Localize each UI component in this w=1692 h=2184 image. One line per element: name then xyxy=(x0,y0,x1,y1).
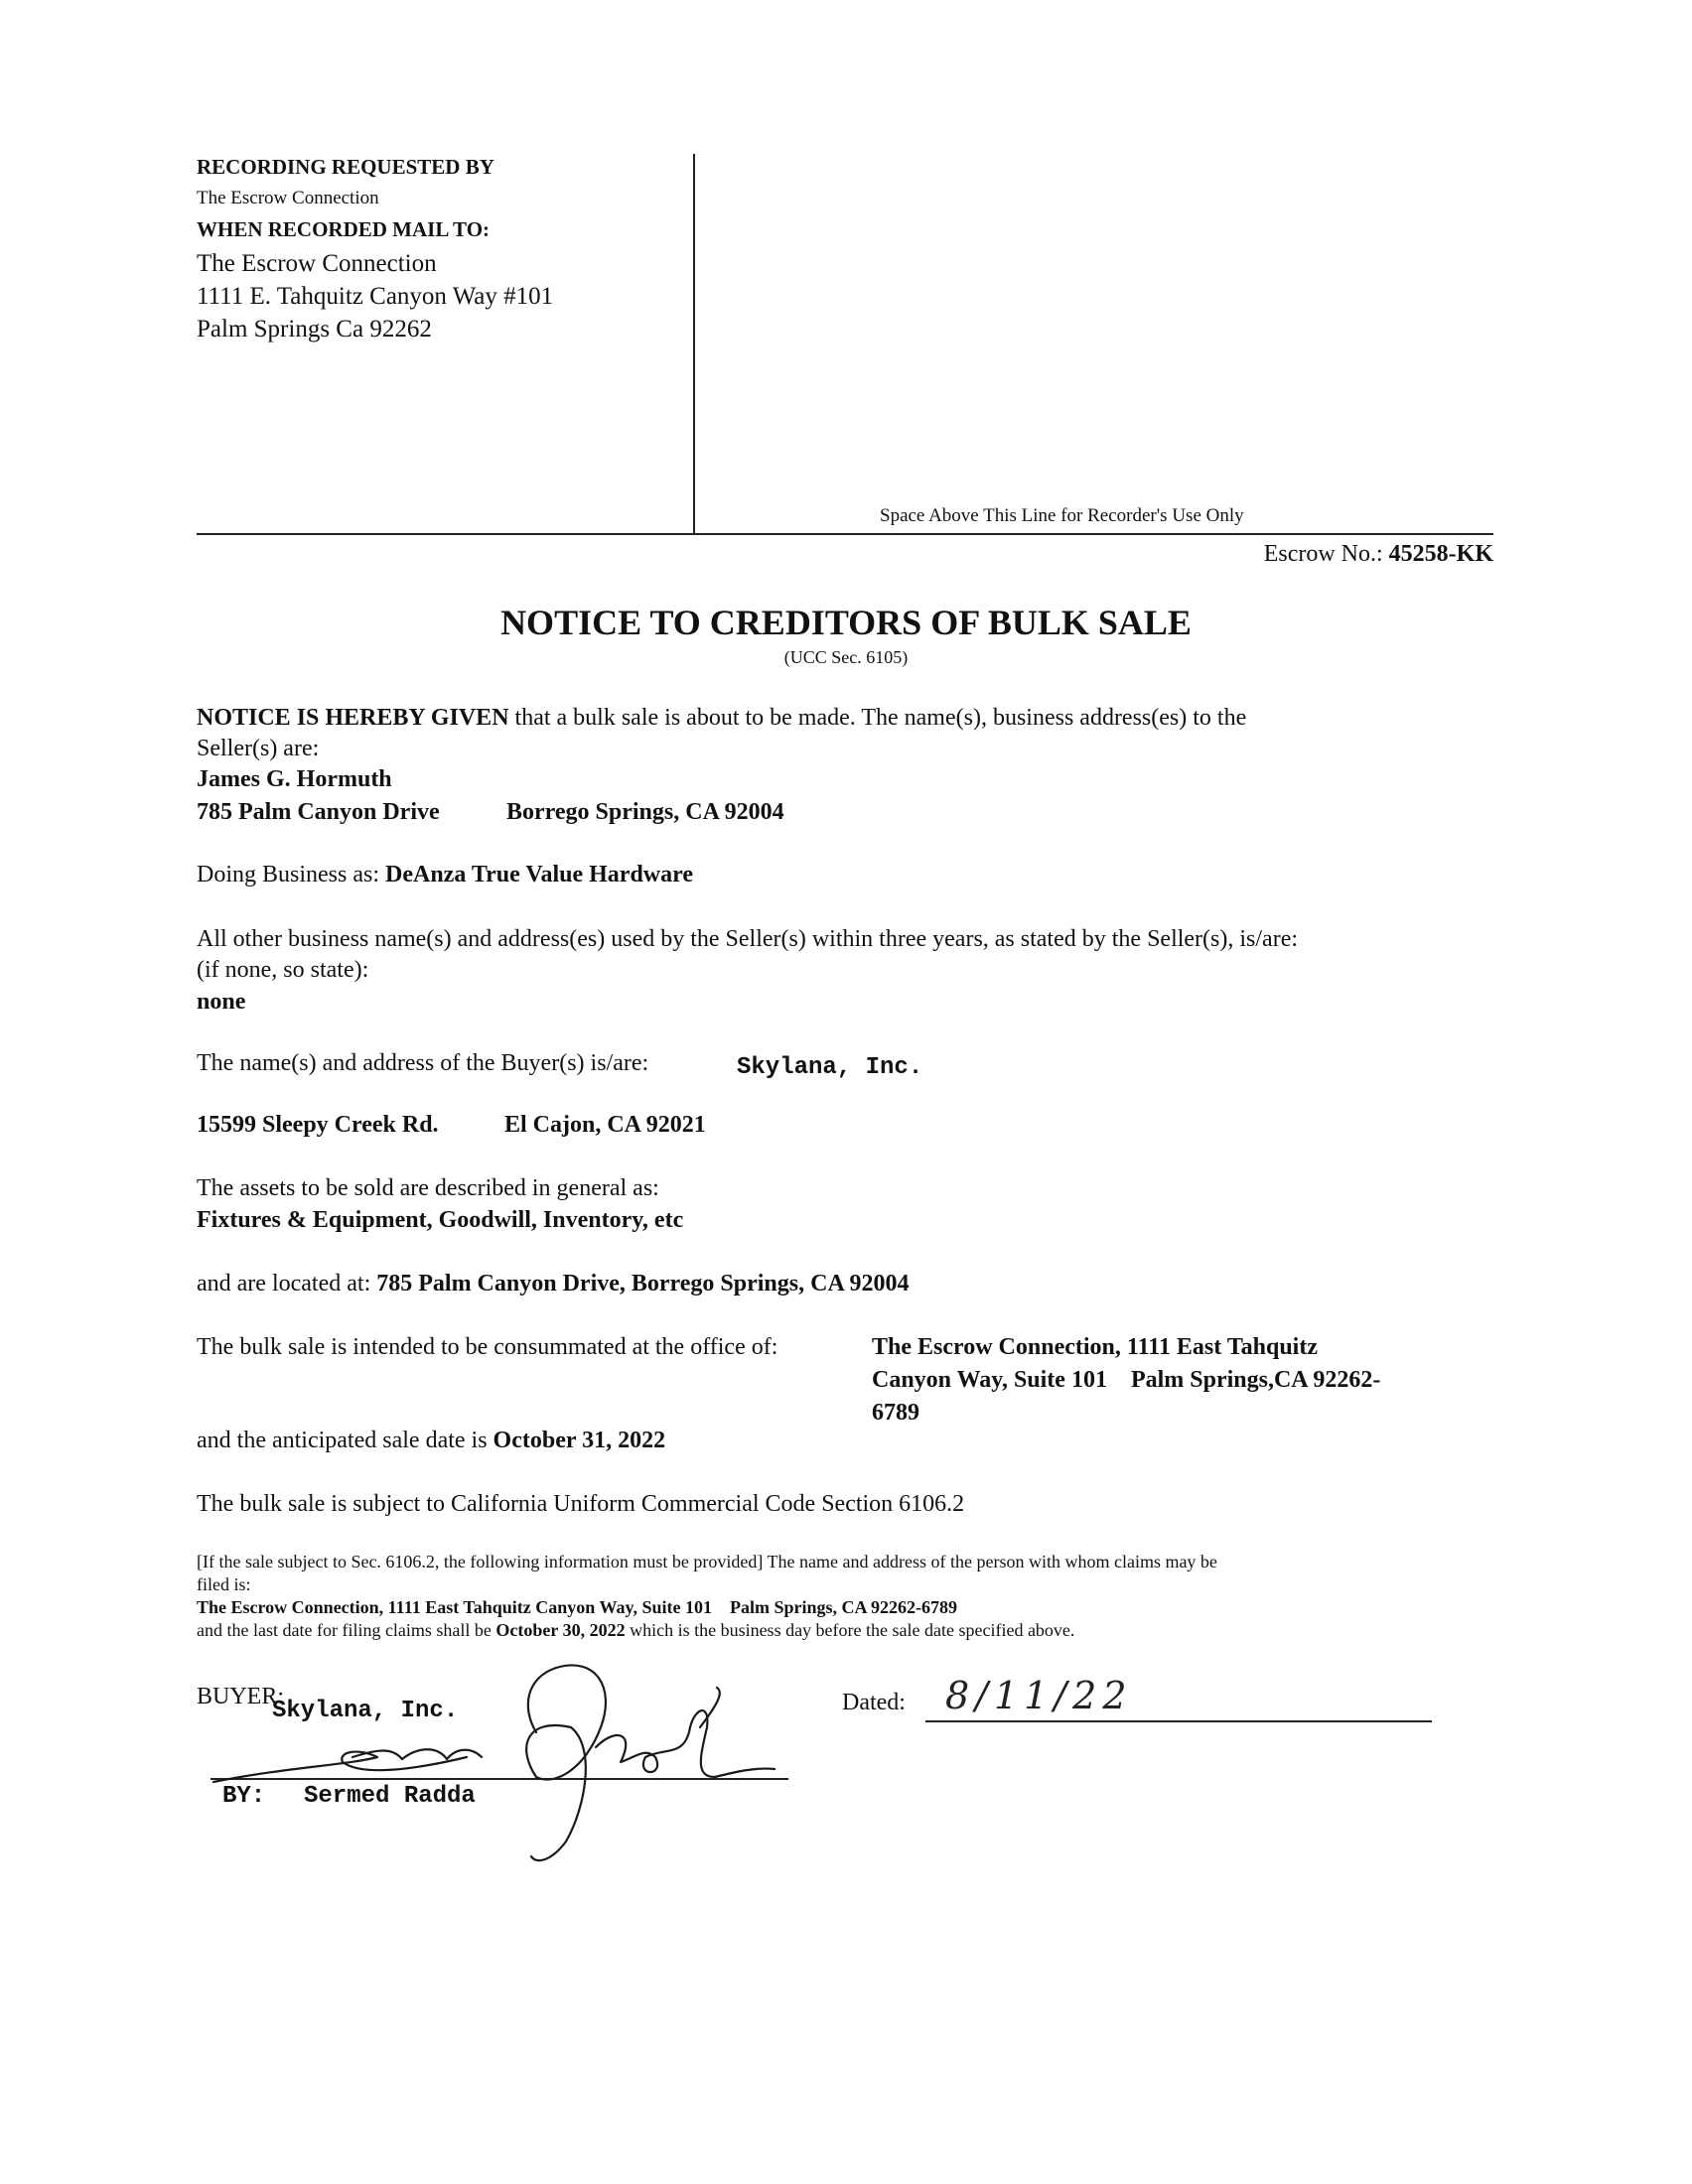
claims-last-date-post: which is the business day before the sale date specified above. xyxy=(630,1620,1075,1640)
seller-name: James G. Hormuth xyxy=(197,766,392,792)
recorder-note: Space Above This Line for Recorder's Use Only xyxy=(880,505,1244,526)
buyer-city: El Cajon, CA 92021 xyxy=(504,1112,706,1138)
location-label: and are located at: xyxy=(197,1271,371,1297)
consummation-line3: 6789 xyxy=(872,1400,919,1426)
other-names-line2: (if none, so state): xyxy=(197,957,369,983)
assets-label: The assets to be sold are described in general as: xyxy=(197,1175,659,1201)
mail-name: The Escrow Connection xyxy=(197,250,437,277)
claims-line2: filed is: xyxy=(197,1574,251,1594)
notice-title: NOTICE TO CREDITORS OF BULK SALE xyxy=(500,603,1192,642)
dba-value: DeAnza True Value Hardware xyxy=(385,862,694,887)
buyer-sign-name: Skylana, Inc. xyxy=(272,1698,459,1724)
claims-address: The Escrow Connection, 1111 East Tahquitz Canyon Way, Suite 101 Palm Springs, CA 92262-6789 xyxy=(197,1597,957,1617)
dated-value: 8/11/22 xyxy=(945,1674,1133,1717)
recording-requested-label: RECORDING REQUESTED BY xyxy=(197,155,494,179)
assets-value: Fixtures & Equipment, Goodwill, Inventory, etc xyxy=(197,1207,684,1233)
notice-subtitle: (UCC Sec. 6105) xyxy=(783,647,909,667)
buyer-street: 15599 Sleepy Creek Rd. xyxy=(197,1112,439,1138)
mail-city: Palm Springs Ca 92262 xyxy=(197,316,432,342)
seller-city: Borrego Springs, CA 92004 xyxy=(506,799,784,825)
seller-street: 785 Palm Canyon Drive xyxy=(197,799,440,825)
buyer-sign-label: BUYER: xyxy=(197,1684,285,1709)
claims-line1: [If the sale subject to Sec. 6106.2, the following information must be provided] The name and address of the person with whom claims may be xyxy=(197,1552,1217,1571)
escrow-number: 45258-KK xyxy=(1388,541,1493,567)
recording-requested-by: The Escrow Connection xyxy=(197,188,379,208)
mail-street: 1111 E. Tahquitz Canyon Way #101 xyxy=(197,283,554,310)
notice-lead: NOTICE IS HEREBY GIVEN xyxy=(197,705,509,731)
sale-date-value: October 31, 2022 xyxy=(493,1428,666,1453)
notice-text: that a bulk sale is about to be made. The name(s), business address(es) to the xyxy=(508,705,1247,731)
consummation-line1: The Escrow Connection, 1111 East Tahquitz xyxy=(872,1334,1318,1360)
consummation-line2: Canyon Way, Suite 101 Palm Springs,CA 92262- xyxy=(872,1367,1381,1393)
dba-label: Doing Business as: xyxy=(197,862,380,887)
by-label: BY: xyxy=(222,1783,266,1810)
by-name: Sermed Radda xyxy=(304,1783,476,1810)
buyer-name: Skylana, Inc. xyxy=(737,1054,923,1081)
other-names-value: none xyxy=(197,989,246,1015)
location-value: 785 Palm Canyon Drive, Borrego Springs, CA 92004 xyxy=(376,1271,910,1297)
dated-label: Dated: xyxy=(842,1690,906,1715)
claims-last-date-pre: and the last date for filing claims shall be xyxy=(197,1620,492,1640)
sale-date-label: and the anticipated sale date is xyxy=(197,1428,488,1453)
other-names-line1: All other business name(s) and address(es) used by the Seller(s) within three years, as stated by the Seller(s), is/are: xyxy=(197,926,1299,952)
buyer-label: The name(s) and address of the Buyer(s) is/are: xyxy=(197,1050,649,1076)
claims-last-date: October 30, 2022 xyxy=(495,1620,626,1640)
mail-to-label: WHEN RECORDED MAIL TO: xyxy=(197,217,491,241)
code-line: The bulk sale is subject to California Uniform Commercial Code Section 6106.2 xyxy=(197,1491,965,1517)
consummation-label: The bulk sale is intended to be consummated at the office of: xyxy=(197,1334,778,1360)
notice-text-2: Seller(s) are: xyxy=(197,736,320,761)
escrow-label: Escrow No.: xyxy=(1263,541,1383,567)
